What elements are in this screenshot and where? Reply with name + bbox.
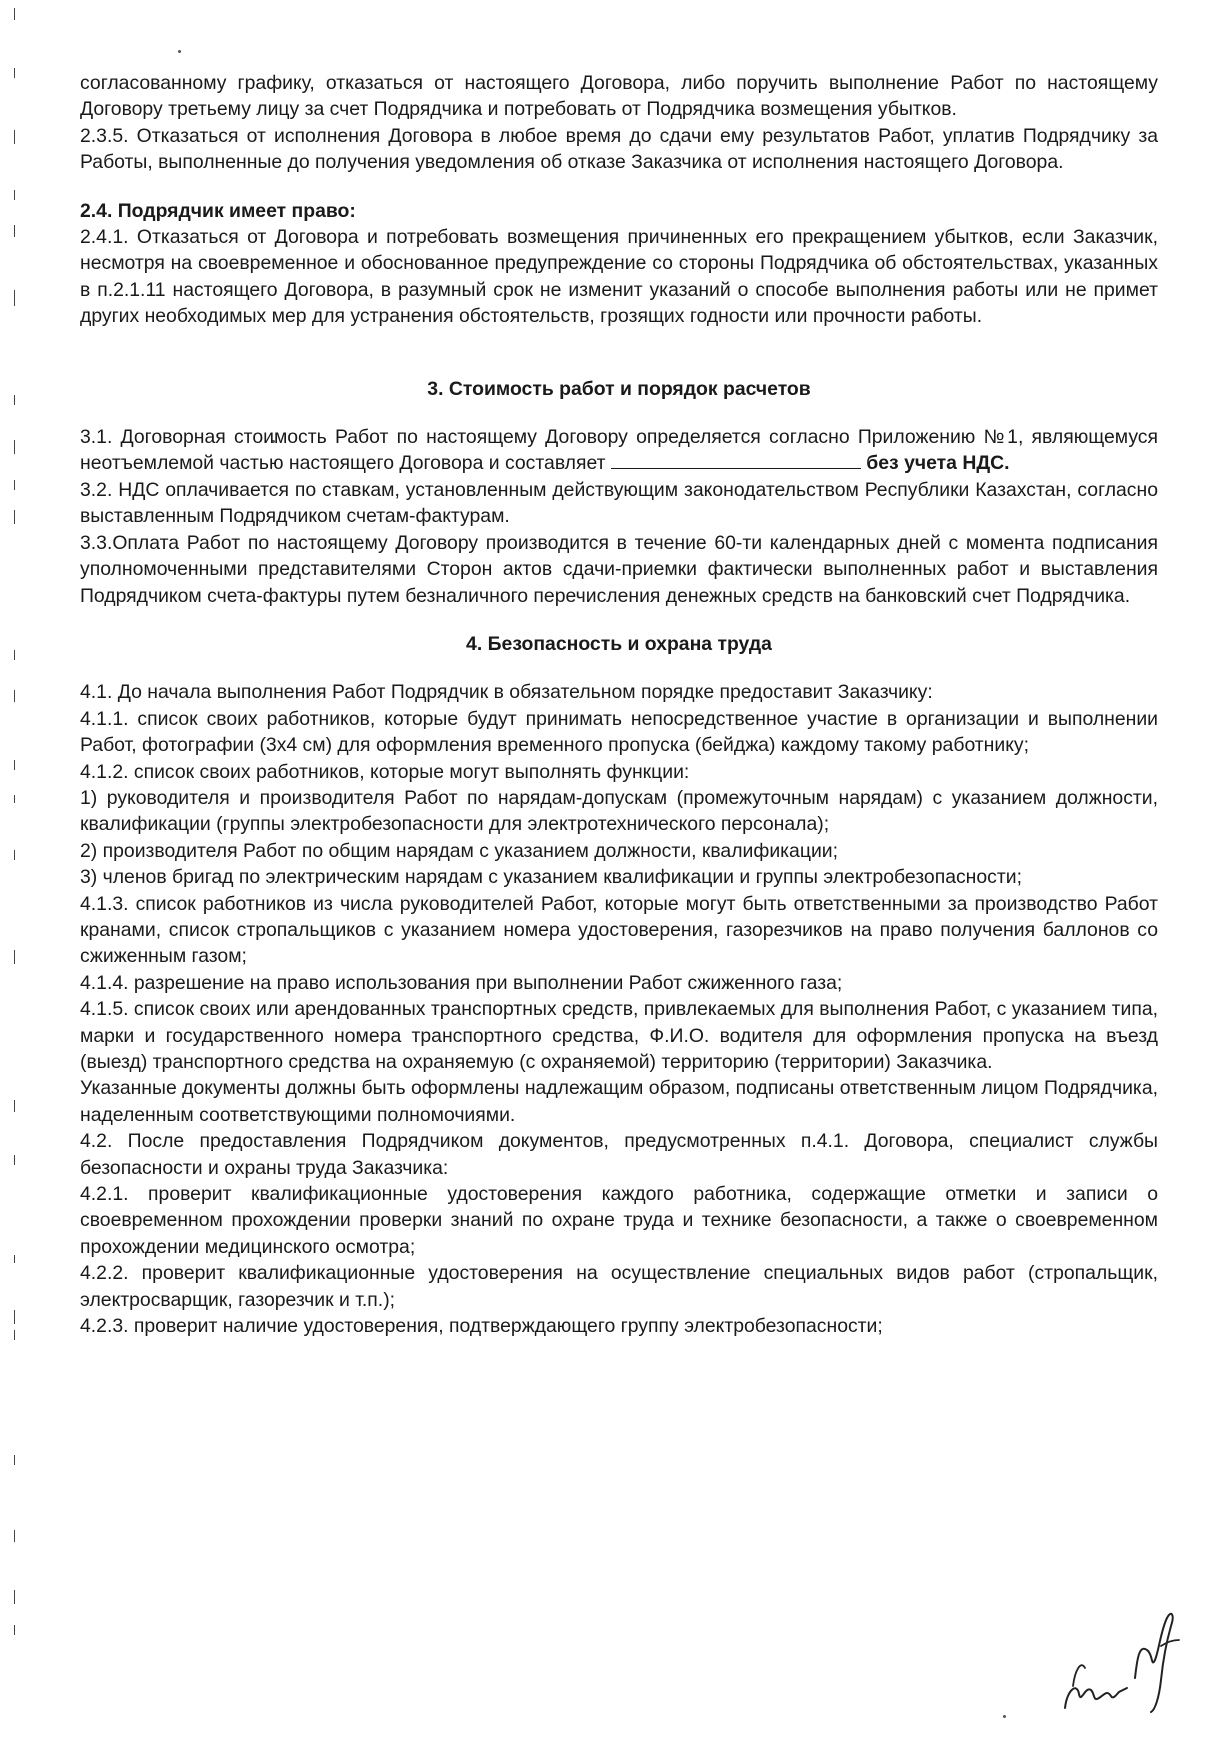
binding-margin-marks: [12, 0, 18, 1738]
paragraph-3-1-vat-note: без учета НДС.: [866, 452, 1010, 475]
section-title-3: 3. Стоимость работ и порядок расчетов: [427, 377, 811, 400]
subsection-heading-2-4: 2.4. Подрядчик имеет право:: [80, 199, 356, 222]
speck: [1003, 1715, 1006, 1718]
section-title-4: 4. Безопасность и охрана труда: [466, 632, 772, 655]
list-item-4-1-2-1: 1) руководителя и производителя Работ по нарядам-допускам (промежуточным нарядам) с указанием должности, квалификации (группы электробезопасности для электротехнического персонала);: [80, 786, 1158, 836]
paragraph-4-2-1: 4.2.1. проверит квалификационные удостоверения каждого работника, содержащие отметки и записи о своевременном прохождении проверки знаний по охране труда и технике безопасности, а также о своевременном прохождении медицинского осмотра;: [80, 1183, 1158, 1258]
paragraph-3-3: 3.3.Оплата Работ по настоящему Договору производится в течение 60-ти календарных дней с момента подписания уполномоченными представителями Сторон актов сдачи-приемки фактически выполненных работ и выставления Подрядчиком счета-фактуры путем безналичного перечисления денежных средств на банковский счет Подрядчика.: [80, 531, 1158, 607]
paragraph-4-1-3: 4.1.3. список работников из числа руководителей Работ, которые могут быть ответственными за производство Работ кранами, список стропальщиков с указанием номера удостоверения, газорезчиков на право получения баллонов со сжиженным газом;: [80, 892, 1158, 968]
paragraph-4-1-5: 4.1.5. список своих или арендованных транспортных средств, привлекаемых для выполнения Работ, с указанием типа, марки и государственного номера транспортного средства, Ф.И.О. водителя для оформления пропуска на въезд (выезд) транспортного средства на охраняемую (с охраняемой) территорию (территории) Заказчика.: [80, 998, 1158, 1073]
paragraph-2-3-5: 2.3.5. Отказаться от исполнения Договора в любое время до сдачи ему результатов Работ, уплатив Подрядчику за Работы, выполненные до получения уведомления об отказе Заказчика от исполнения настоящего Договора.: [80, 124, 1158, 174]
document-page: [80, 70, 1158, 1339]
speck: [178, 50, 181, 53]
paragraph-2-4-1: 2.4.1. Отказаться от Договора и потребовать возмещения причиненных его прекращением убытков, если Заказчик, несмотря на своевременное и обоснованное предупреждение со стороны Подрядчика об обстоятельствах, указанных в п.2.1.11 настоящего Договора, в разумный срок не изменит указаний о способе выполнения работы или не примет других необходимых мер для устранения обстоятельств, грозящих годности или прочности работы.: [80, 226, 1158, 328]
paragraph-4-1-4: 4.1.4. разрешение на право использования при выполнении Работ сжиженного газа;: [80, 971, 843, 994]
paragraph-4-1-summary: Указанные документы должны быть оформлены надлежащим образом, подписаны ответственным лицом Подрядчика, наделенным соответствующими полномочиями.: [80, 1077, 1158, 1126]
paragraph-4-1-1: 4.1.1. список своих работников, которые будут принимать непосредственное участие в организации и выполнении Работ, фотографии (3х4 см) для оформления временного пропуска (бейджа) каждому такому работнику;: [80, 707, 1158, 757]
amount-blank-line: [611, 450, 861, 469]
list-item-4-1-2-2: 2) производителя Работ по общим нарядам с указанием должности, квалификации;: [80, 839, 838, 862]
paragraph-4-2: 4.2. После предоставления Подрядчиком документов, предусмотренных п.4.1. Договора, специалист службы безопасности и охраны труда Заказчика:: [80, 1130, 1158, 1179]
paragraph-3-1-text: 3.1. Договорная стоимость Работ по настоящему Договору определяется согласно Приложению №1, являющемуся неотъемлемой частью настоящего Договора и составляет: [80, 426, 1158, 475]
paragraph-4-1-2: 4.1.2. список своих работников, которые могут выполнять функции:: [80, 760, 690, 783]
paragraph: согласованному графику, отказаться от настоящего Договора, либо поручить выполнение Работ по настоящему Договору третьему лицу за счет Подрядчика и потребовать от Подрядчика возмещения убытков.: [80, 72, 1158, 121]
paragraph-4-1: 4.1. До начала выполнения Работ Подрядчик в обязательном порядке предоставит Заказчику:: [80, 681, 933, 704]
paragraph-3-1: [80, 424, 1158, 477]
paragraph-3-2: 3.2. НДС оплачивается по ставкам, установленным действующим законодательством Республики Казахстан, согласно выставленным Подрядчиком счетам-фактурам.: [80, 478, 1158, 528]
handwritten-signature-image: [1055, 1590, 1205, 1720]
paragraph-4-2-3: 4.2.3. проверит наличие удостоверения, подтверждающего группу электробезопасности;: [80, 1315, 883, 1338]
paragraph-4-2-2: 4.2.2. проверит квалификационные удостоверения на осуществление специальных видов работ (стропальщик, электросварщик, газорезчик и т.п.);: [80, 1262, 1158, 1311]
list-item-4-1-2-3: 3) членов бригад по электрическим нарядам с указанием квалификации и группы электробезопасности;: [80, 866, 1022, 889]
